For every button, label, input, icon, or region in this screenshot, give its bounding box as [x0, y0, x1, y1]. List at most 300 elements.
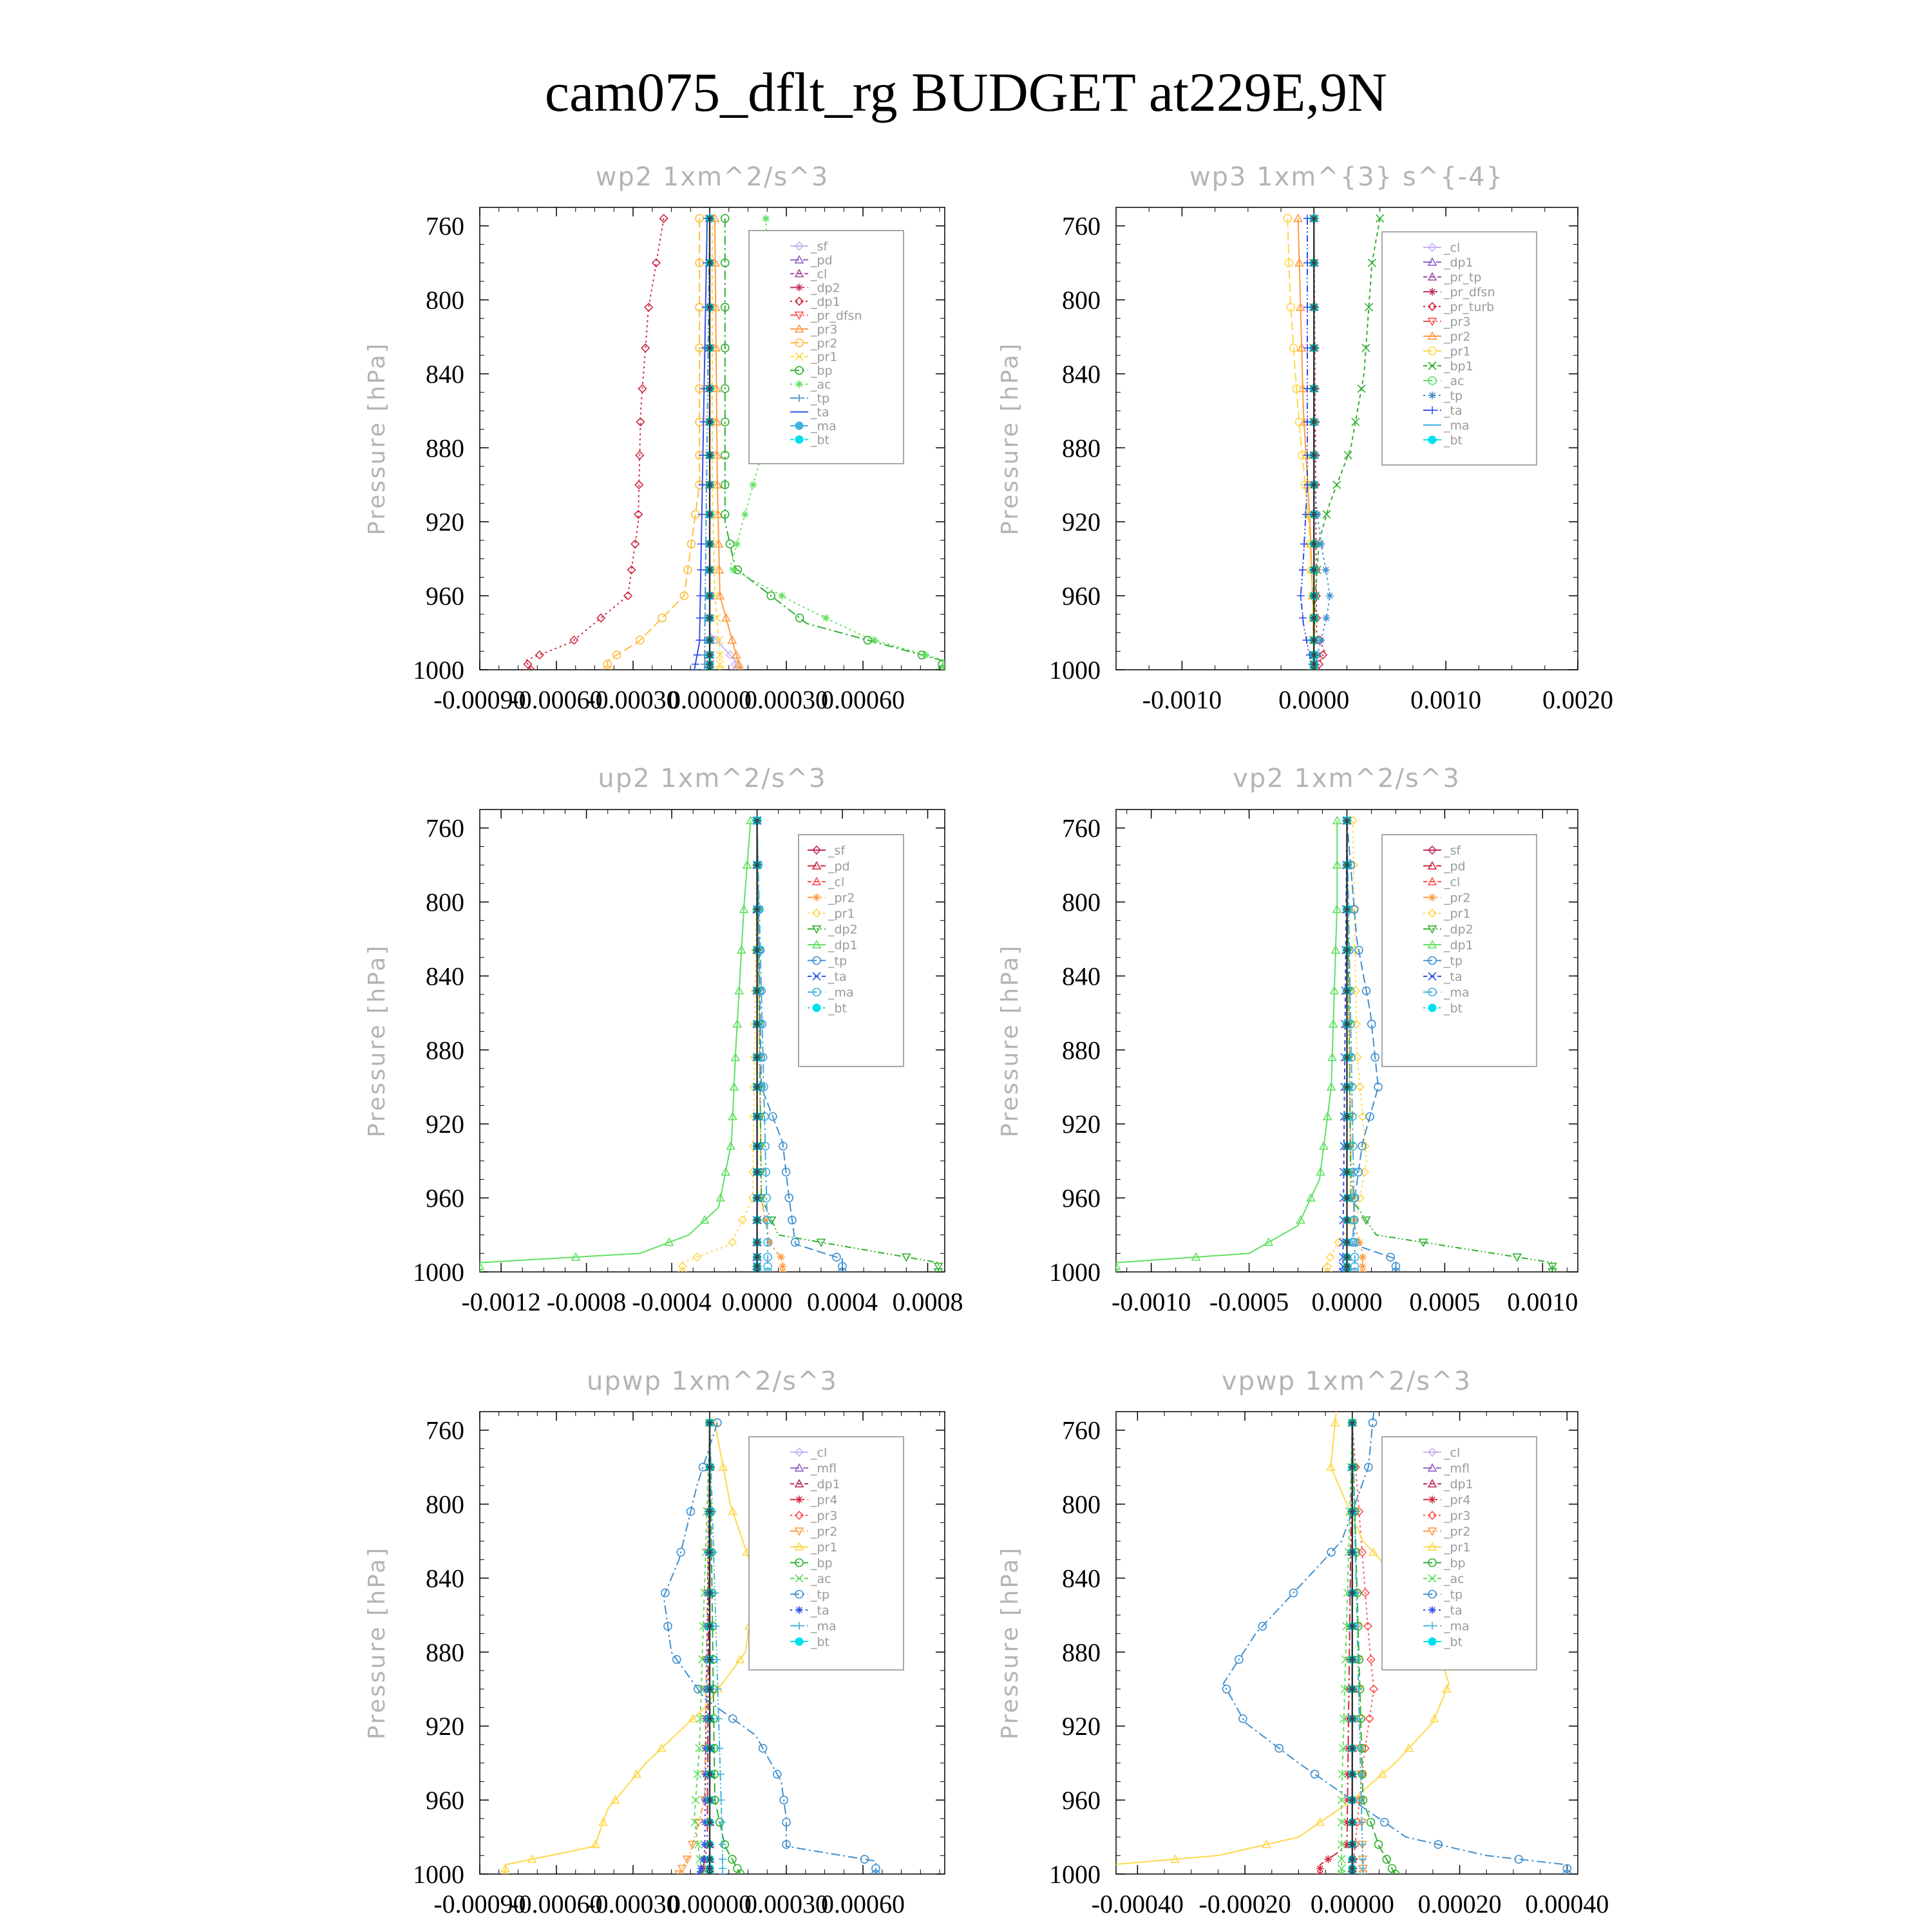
series-marker — [741, 511, 749, 518]
series-marker — [729, 1715, 737, 1723]
x-tick-label: 0.00000 — [1310, 1889, 1394, 1918]
y-axis-label: Pressure [hPa] — [364, 1546, 390, 1740]
legend-label: _ma — [1444, 985, 1470, 1000]
y-tick-label: 880 — [1062, 1036, 1101, 1065]
zero-line-marker — [753, 1217, 761, 1224]
series-marker — [697, 1864, 705, 1872]
legend-label: _tp — [811, 1587, 830, 1602]
x-tick-label: -0.00060 — [510, 1889, 603, 1918]
zero-line-marker — [1343, 1217, 1351, 1224]
series-marker — [1359, 1253, 1367, 1261]
legend-label: _bp — [811, 364, 833, 379]
zero-line-marker — [1310, 384, 1318, 392]
y-tick-label: 840 — [426, 359, 464, 389]
legend-label: _cl — [828, 875, 845, 889]
y-tick-label: 800 — [426, 887, 464, 917]
legend — [1382, 1437, 1537, 1670]
zero-line-marker — [1349, 1796, 1356, 1804]
y-axis-label: Pressure [hPa] — [997, 341, 1023, 536]
y-tick-label: 760 — [1062, 211, 1101, 241]
legend-marker — [1428, 1004, 1436, 1012]
y-axis-label: Pressure [hPa] — [997, 1546, 1023, 1740]
legend-label: _pr3 — [1444, 315, 1471, 329]
zero-line-marker — [1343, 905, 1351, 913]
zero-line-marker — [1349, 1841, 1356, 1848]
y-tick-label: 920 — [426, 1712, 464, 1741]
zero-line-marker — [1343, 1268, 1351, 1276]
zero-line-marker — [706, 1745, 714, 1752]
zero-line-marker — [706, 592, 714, 600]
y-tick-label: 920 — [426, 507, 464, 537]
legend-marker — [1428, 1606, 1436, 1614]
y-axis-label: Pressure [hPa] — [997, 943, 1023, 1138]
zero-line-marker — [706, 1770, 714, 1778]
series-marker — [1107, 1864, 1115, 1871]
panel-wp2 — [364, 162, 949, 714]
y-tick-label: 1000 — [413, 1258, 464, 1287]
series-marker — [1107, 1870, 1115, 1877]
zero-line-marker — [1349, 1745, 1356, 1752]
series-line-pr1 — [506, 1423, 756, 1874]
zero-line-marker — [753, 1268, 761, 1276]
legend-label: _pr2 — [1444, 1524, 1471, 1539]
legend-label: _ta — [811, 405, 829, 420]
y-tick-label: 760 — [426, 813, 464, 843]
series-line-pr3 — [1352, 1423, 1374, 1874]
y-tick-label: 800 — [1062, 285, 1101, 315]
legend-label: _sf — [828, 844, 846, 858]
legend-label: _ma — [1444, 419, 1470, 433]
zero-line-marker — [1343, 1020, 1351, 1028]
y-tick-label: 960 — [1062, 1184, 1101, 1213]
x-tick-label: 0.0000 — [1278, 685, 1350, 714]
zero-line-marker — [706, 666, 714, 674]
legend-label: _ma — [811, 419, 837, 434]
zero-line-marker — [706, 1622, 714, 1630]
series-line-ma — [710, 1423, 723, 1874]
x-tick-label: -0.00040 — [1091, 1889, 1184, 1918]
x-tick-label: 0.0010 — [1410, 685, 1482, 714]
series-line-dp1 — [480, 820, 751, 1272]
legend-label: _ta — [828, 970, 847, 984]
legend — [749, 231, 904, 464]
legend-label: _ta — [1444, 970, 1463, 984]
zero-line-marker — [753, 817, 761, 824]
series-line-pr3 — [715, 218, 741, 670]
y-tick-label: 920 — [1062, 507, 1101, 537]
series-marker — [1297, 592, 1305, 600]
legend-marker — [813, 894, 820, 902]
legend-label: _pr2 — [828, 891, 855, 905]
zero-line-marker — [1349, 1589, 1356, 1596]
y-tick-label: 840 — [1062, 961, 1101, 991]
legend-label: _ta — [1444, 404, 1463, 418]
zero-line-marker — [1343, 1238, 1351, 1246]
legend-label: _pr1 — [1444, 345, 1471, 359]
legend-label: _cl — [811, 1446, 828, 1460]
zero-line-marker — [1343, 1194, 1351, 1202]
legend-label: _dp2 — [1444, 922, 1473, 937]
legend-marker — [795, 1496, 803, 1504]
legend-label: _pr2 — [811, 1524, 838, 1539]
zero-line-marker — [753, 1168, 761, 1176]
panel-upwp — [364, 1367, 945, 1918]
zero-line-marker — [753, 987, 761, 994]
zero-line-marker — [753, 1113, 761, 1121]
zero-line-marker — [1310, 481, 1318, 489]
series-marker — [1322, 566, 1330, 574]
zero-line-marker — [706, 1685, 714, 1693]
x-tick-label: 0.00060 — [821, 1889, 905, 1918]
series-marker — [796, 614, 804, 622]
legend-label: _pr1 — [1444, 1540, 1471, 1555]
x-tick-label: -0.00030 — [587, 1889, 679, 1918]
series-marker — [1375, 1841, 1383, 1848]
series-marker — [1333, 481, 1341, 489]
x-tick-label: 0.00030 — [744, 1889, 829, 1918]
series-marker — [1359, 1268, 1367, 1276]
zero-line-marker — [753, 1020, 761, 1028]
legend-marker — [1428, 392, 1436, 399]
x-tick-label: -0.00030 — [587, 685, 679, 714]
legend-label: _bt — [1444, 1635, 1463, 1649]
y-tick-label: 1000 — [413, 656, 464, 685]
zero-line-marker — [753, 1238, 761, 1246]
zero-line-marker — [1343, 1253, 1351, 1261]
zero-line-marker — [1310, 566, 1318, 574]
series-marker — [1344, 451, 1352, 459]
series-marker — [822, 614, 830, 622]
zero-line-marker — [706, 481, 714, 489]
legend-label: _ta — [1444, 1604, 1463, 1618]
zero-line-marker — [753, 1253, 761, 1261]
zero-line-marker — [1310, 666, 1318, 674]
panel-title: upwp 1xm^2/s^3 — [587, 1367, 838, 1396]
legend-marker — [1428, 1638, 1436, 1645]
legend-label: _dp2 — [828, 922, 858, 937]
series-marker — [733, 540, 741, 548]
x-tick-label: 0.0010 — [1507, 1287, 1578, 1316]
zero-line-marker — [1349, 1770, 1356, 1778]
series-marker — [1368, 259, 1376, 267]
legend-label: _pr1 — [828, 907, 855, 921]
y-tick-label: 840 — [426, 1564, 464, 1593]
legend-label: _pr4 — [811, 1493, 838, 1508]
series-marker — [1326, 592, 1334, 600]
legend-label: _pr3 — [1444, 1509, 1471, 1523]
series-line-tp — [1314, 218, 1330, 670]
series-marker — [719, 1870, 726, 1878]
x-tick-label: 0.00000 — [668, 1889, 752, 1918]
x-tick-label: 0.0004 — [807, 1287, 878, 1316]
legend — [799, 835, 904, 1066]
y-tick-label: 760 — [426, 211, 464, 241]
x-tick-label: -0.0010 — [1112, 1287, 1191, 1316]
legend-marker — [813, 1004, 820, 1012]
series-marker — [1299, 614, 1307, 622]
y-tick-label: 960 — [426, 1184, 464, 1213]
legend-label: _cl — [1444, 875, 1461, 889]
legend-label: _pd — [1444, 859, 1466, 874]
series-marker — [1316, 1870, 1324, 1878]
zero-line-marker — [1349, 1656, 1356, 1663]
legend-marker — [1428, 894, 1436, 902]
y-tick-label: 920 — [1062, 1110, 1101, 1139]
y-tick-label: 920 — [1062, 1712, 1101, 1741]
legend-label: _cl — [1444, 1446, 1461, 1460]
zero-line-marker — [706, 1656, 714, 1663]
x-tick-label: 0.00020 — [1417, 1889, 1502, 1918]
zero-line-marker — [1349, 1870, 1356, 1878]
zero-line-marker — [706, 651, 714, 659]
legend-label: _ac — [811, 377, 831, 392]
legend-label: _bt — [828, 1001, 848, 1016]
x-tick-label: 0.0005 — [1409, 1287, 1481, 1316]
series-line-pr2 — [679, 1423, 710, 1874]
series-marker — [778, 592, 786, 600]
legend-label: _cl — [811, 267, 828, 281]
series-marker — [641, 344, 649, 352]
legend-label: _pr3 — [811, 322, 838, 337]
series-marker — [658, 614, 666, 622]
zero-line-marker — [706, 566, 714, 574]
series-marker — [730, 566, 737, 574]
legend-label: _bt — [1444, 1001, 1463, 1016]
legend-label: _dp1 — [1444, 1477, 1473, 1492]
y-tick-label: 960 — [1062, 1786, 1101, 1815]
y-tick-label: 880 — [1062, 1638, 1101, 1667]
legend-label: _dp1 — [828, 938, 858, 952]
zero-line-marker — [753, 905, 761, 913]
y-tick-label: 960 — [1062, 582, 1101, 611]
series-line-pr4 — [1320, 1423, 1352, 1874]
series-marker — [1318, 540, 1325, 548]
x-tick-label: -0.0012 — [461, 1287, 541, 1316]
series-marker — [739, 1217, 746, 1224]
y-tick-label: 960 — [426, 582, 464, 611]
x-tick-label: 0.0008 — [892, 1287, 963, 1316]
series-marker — [1311, 1770, 1318, 1778]
legend-label: _tp — [828, 954, 848, 969]
x-tick-label: 0.00000 — [668, 685, 752, 714]
legend-marker — [1428, 288, 1436, 296]
zero-line-marker — [706, 1841, 714, 1848]
legend-label: _pr3 — [811, 1509, 838, 1523]
zero-line-marker — [706, 1855, 714, 1863]
series-marker — [902, 1254, 910, 1261]
legend-label: _pr1 — [1444, 907, 1471, 921]
zero-line-marker — [1343, 861, 1351, 869]
zero-line-marker — [1349, 1548, 1356, 1556]
zero-line-marker — [753, 946, 761, 954]
series-marker — [692, 1796, 699, 1804]
series-marker — [1358, 384, 1365, 392]
y-tick-label: 1000 — [413, 1860, 464, 1889]
series-marker — [762, 214, 770, 222]
y-axis-label: Pressure [hPa] — [364, 943, 390, 1138]
panel-wp3 — [997, 162, 1613, 714]
x-tick-label: -0.0004 — [632, 1287, 712, 1316]
zero-line-marker — [1349, 1855, 1356, 1863]
zero-line-marker — [1343, 1054, 1351, 1061]
series-marker — [1322, 614, 1330, 622]
y-tick-label: 800 — [426, 285, 464, 315]
series-marker — [728, 1238, 736, 1246]
x-tick-label: 0.00060 — [821, 685, 905, 714]
zero-line-marker — [706, 1796, 714, 1804]
zero-line-marker — [1349, 1622, 1356, 1630]
series-marker — [696, 1870, 703, 1878]
panel-up2 — [364, 764, 963, 1316]
legend-label: _cl — [1444, 241, 1461, 255]
x-tick-label: 0.0000 — [721, 1287, 793, 1316]
series-marker — [1323, 1262, 1331, 1270]
legend-label: _pr2 — [811, 336, 838, 351]
y-tick-label: 760 — [1062, 813, 1101, 843]
legend-label: _pr1 — [811, 350, 838, 365]
legend-marker — [795, 436, 803, 444]
x-tick-label: 0.0020 — [1542, 685, 1613, 714]
zero-line-marker — [753, 1054, 761, 1061]
legend-label: _pr_dfsn — [1444, 285, 1495, 299]
series-line-sf — [710, 218, 735, 670]
legend-label: _tp — [1444, 954, 1463, 969]
series-line-bp — [710, 1423, 741, 1874]
zero-line-marker — [753, 861, 761, 869]
legend-label: _bp1 — [1444, 359, 1473, 374]
series-line-dp1 — [526, 218, 663, 670]
legend-label: _mfl — [1444, 1461, 1470, 1476]
series-line-ta — [1301, 218, 1314, 670]
x-tick-label: 0.0000 — [1311, 1287, 1383, 1316]
legend-label: _dp1 — [1444, 256, 1473, 270]
legend-label: _tp — [1444, 389, 1463, 403]
legend-label: _ac — [811, 1572, 831, 1586]
x-tick-label: -0.0010 — [1142, 685, 1222, 714]
legend — [749, 1437, 904, 1670]
zero-line-marker — [706, 384, 714, 392]
y-tick-label: 880 — [426, 1036, 464, 1065]
series-line-pr2 — [1298, 218, 1314, 670]
legend-label: _pr1 — [811, 1540, 838, 1555]
panel-title: vp2 1xm^2/s^3 — [1233, 764, 1461, 793]
legend-marker — [1428, 1496, 1436, 1504]
panel-title: up2 1xm^2/s^3 — [598, 764, 827, 793]
series-marker — [1323, 511, 1331, 518]
zero-line-marker — [706, 1508, 714, 1515]
series-layer — [1283, 214, 1383, 674]
legend-label: _sf — [811, 240, 828, 254]
zero-line-marker — [1343, 1113, 1351, 1121]
zero-line-marker — [1349, 1508, 1356, 1515]
zero-line-marker — [1310, 651, 1318, 659]
series-marker — [536, 651, 544, 659]
x-tick-label: 0.00040 — [1525, 1889, 1609, 1918]
series-line-bp1 — [1314, 218, 1379, 670]
series-marker — [922, 651, 929, 659]
zero-line-marker — [753, 1083, 761, 1091]
y-tick-label: 1000 — [1049, 656, 1101, 685]
y-tick-label: 760 — [426, 1416, 464, 1445]
y-tick-label: 840 — [1062, 1564, 1101, 1593]
legend-label: _ma — [811, 1619, 837, 1634]
zero-line-marker — [706, 1715, 714, 1723]
series-marker — [713, 1656, 721, 1663]
zero-line-marker — [1310, 511, 1318, 518]
series-line-pr1 — [1287, 218, 1314, 670]
x-tick-label: -0.00020 — [1198, 1889, 1291, 1918]
y-tick-label: 840 — [1062, 359, 1101, 389]
zero-line-marker — [753, 1194, 761, 1202]
zero-line-marker — [1310, 614, 1318, 622]
series-marker — [1327, 1253, 1334, 1261]
legend-label: _pd — [811, 253, 833, 268]
series-line-ta — [694, 218, 707, 670]
y-tick-label: 1000 — [1049, 1258, 1101, 1287]
legend-label: _bp — [1444, 1556, 1466, 1571]
legend-label: _pr_turb — [1444, 300, 1495, 314]
legend-label: _pr_tp — [1444, 270, 1482, 285]
zero-line-marker — [706, 1463, 714, 1471]
zero-line-marker — [753, 1142, 761, 1150]
zero-line-marker — [1349, 1463, 1356, 1471]
panel-title: wp2 1xm^2/s^3 — [595, 162, 829, 192]
panel-title: wp3 1xm^{3} s^{-4} — [1189, 162, 1504, 192]
series-marker — [1324, 1855, 1332, 1863]
zero-line-marker — [1343, 817, 1351, 824]
zero-line-marker — [1343, 987, 1351, 994]
zero-line-marker — [1349, 1819, 1356, 1826]
legend-marker — [1428, 436, 1436, 444]
series-line-pr2 — [607, 218, 699, 670]
series-marker — [749, 481, 757, 489]
zero-line-marker — [1349, 1419, 1356, 1426]
zero-line-marker — [1343, 1142, 1351, 1150]
zero-line-marker — [706, 511, 714, 518]
x-tick-label: -0.00090 — [433, 1889, 526, 1918]
series-marker — [1327, 1548, 1335, 1556]
zero-line-marker — [1349, 1685, 1356, 1693]
panel-title: vpwp 1xm^2/s^3 — [1221, 1367, 1472, 1396]
legend-label: _bt — [811, 1635, 830, 1649]
series-marker — [717, 1796, 725, 1804]
y-tick-label: 800 — [426, 1490, 464, 1519]
legend-marker — [795, 422, 803, 430]
legend-label: _pr4 — [1444, 1493, 1471, 1508]
zero-line-marker — [706, 614, 714, 622]
x-tick-label: -0.00090 — [433, 685, 526, 714]
legend-marker — [795, 1638, 803, 1645]
series-marker — [941, 666, 949, 674]
series-marker — [1381, 1819, 1388, 1826]
series-marker — [779, 1268, 786, 1276]
series-marker — [719, 1855, 726, 1863]
series-marker — [1513, 1254, 1521, 1261]
y-tick-label: 840 — [426, 961, 464, 991]
y-tick-label: 800 — [1062, 1490, 1101, 1519]
x-tick-label: -0.00060 — [510, 685, 603, 714]
legend-label: _ma — [828, 985, 854, 1000]
panel-vp2 — [997, 764, 1578, 1316]
legend-label: _dp1 — [811, 294, 840, 309]
legend-label: _mfl — [811, 1461, 837, 1476]
legend-label: _pr2 — [1444, 891, 1471, 905]
legend-label: _dp2 — [811, 281, 840, 296]
panel-vpwp — [997, 1367, 1609, 1918]
x-tick-label: 0.00030 — [744, 685, 829, 714]
legend-label: _pr_dfsn — [811, 308, 862, 323]
legend-label: _sf — [1444, 844, 1461, 858]
